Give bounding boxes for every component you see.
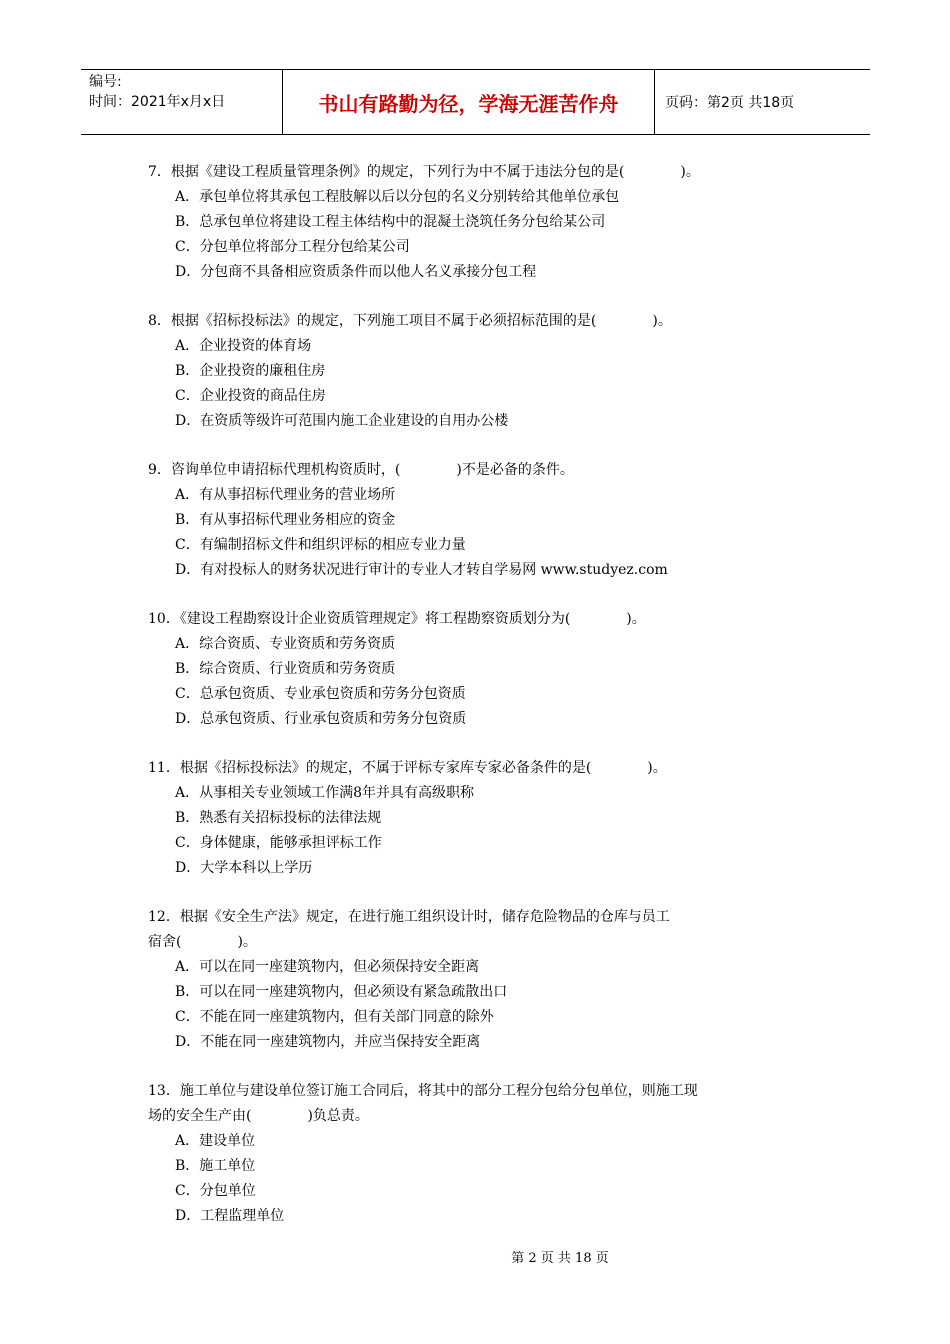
answer-option: B．施工单位 [175, 1158, 256, 1174]
question-stem: 10．《建设工程勘察设计企业资质管理规定》将工程勘察资质划分为( )。 [148, 611, 646, 627]
question-stem: 12．根据《安全生产法》规定，在进行施工组织设计时，储存危险物品的仓库与员工 [148, 909, 670, 925]
answer-option: A．从事相关专业领域工作满8年并具有高级职称 [175, 785, 475, 801]
answer-option: D．工程监理单位 [175, 1208, 285, 1224]
question-block [148, 905, 828, 1055]
question-block [148, 458, 828, 583]
question-stem: 宿舍( )。 [148, 934, 257, 950]
answer-option: B．有从事招标代理业务相应的资金 [175, 512, 396, 528]
answer-option: C．不能在同一座建筑物内，但有关部门同意的除外 [175, 1009, 494, 1025]
answer-option: B．总承包单位将建设工程主体结构中的混凝土浇筑任务分包给某公司 [175, 214, 606, 230]
answer-option: A．建设单位 [175, 1133, 256, 1149]
answer-option: B．企业投资的廉租住房 [175, 363, 326, 379]
answer-option: D．分包商不具备相应资质条件而以他人名义承接分包工程 [175, 264, 537, 280]
answer-option: C．总承包资质、专业承包资质和劳务分包资质 [175, 686, 466, 702]
answer-option: B．熟悉有关招标投标的法律法规 [175, 810, 382, 826]
answer-option: C．身体健康，能够承担评标工作 [175, 835, 382, 851]
answer-option: A．承包单位将其承包工程肢解以后以分包的名义分别转给其他单位承包 [175, 189, 620, 205]
answer-option: D．不能在同一座建筑物内，并应当保持安全距离 [175, 1034, 481, 1050]
header-meta [81, 70, 283, 134]
serial-label: 编号: [89, 74, 122, 90]
question-block [148, 160, 828, 285]
answer-option: C．有编制招标文件和组织评标的相应专业力量 [175, 537, 466, 553]
page-header [81, 69, 870, 135]
question-block [148, 1079, 828, 1229]
question-block [148, 309, 828, 434]
question-list [148, 160, 828, 1253]
question-stem: 13．施工单位与建设单位签订施工合同后，将其中的部分工程分包给分包单位，则施工现 [148, 1083, 698, 1099]
question-stem: 11．根据《招标投标法》的规定，不属于评标专家库专家必备条件的是( )。 [148, 760, 667, 776]
header-page-info: 页码：第2页 共18页 [665, 95, 795, 111]
answer-option: D．在资质等级许可范围内施工企业建设的自用办公楼 [175, 413, 509, 429]
question-stem: 场的安全生产由( )负总责。 [148, 1108, 369, 1124]
answer-option: A．可以在同一座建筑物内，但必须保持安全距离 [175, 959, 480, 975]
question-stem: 9．咨询单位申请招标代理机构资质时，( )不是必备的条件。 [148, 462, 574, 478]
answer-option: A．企业投资的体育场 [175, 338, 312, 354]
answer-option: D．有对投标人的财务状况进行审计的专业人才转自学易网 www.studyez.com [175, 562, 668, 578]
answer-option: A．综合资质、专业资质和劳务资质 [175, 636, 396, 652]
answer-option: B．综合资质、行业资质和劳务资质 [175, 661, 396, 677]
answer-option: C．分包单位将部分工程分包给某公司 [175, 239, 410, 255]
answer-option: D．大学本科以上学历 [175, 860, 313, 876]
page-footer: 第 2 页 共 18 页 [511, 1251, 609, 1266]
question-block [148, 756, 828, 881]
answer-option: B．可以在同一座建筑物内，但必须设有紧急疏散出口 [175, 984, 508, 1000]
date-label: 时间：2021年x月x日 [89, 94, 226, 110]
question-block [148, 607, 828, 732]
answer-option: D．总承包资质、行业承包资质和劳务分包资质 [175, 711, 467, 727]
answer-option: C．企业投资的商品住房 [175, 388, 326, 404]
answer-option: A．有从事招标代理业务的营业场所 [175, 487, 396, 503]
question-stem: 7．根据《建设工程质量管理条例》的规定，下列行为中不属于违法分包的是( )。 [148, 164, 700, 180]
answer-option: C．分包单位 [175, 1183, 256, 1199]
header-motto: 书山有路勤为径，学海无涯苦作舟 [283, 70, 655, 134]
question-stem: 8．根据《招标投标法》的规定，下列施工项目不属于必须招标范围的是( )。 [148, 313, 672, 329]
